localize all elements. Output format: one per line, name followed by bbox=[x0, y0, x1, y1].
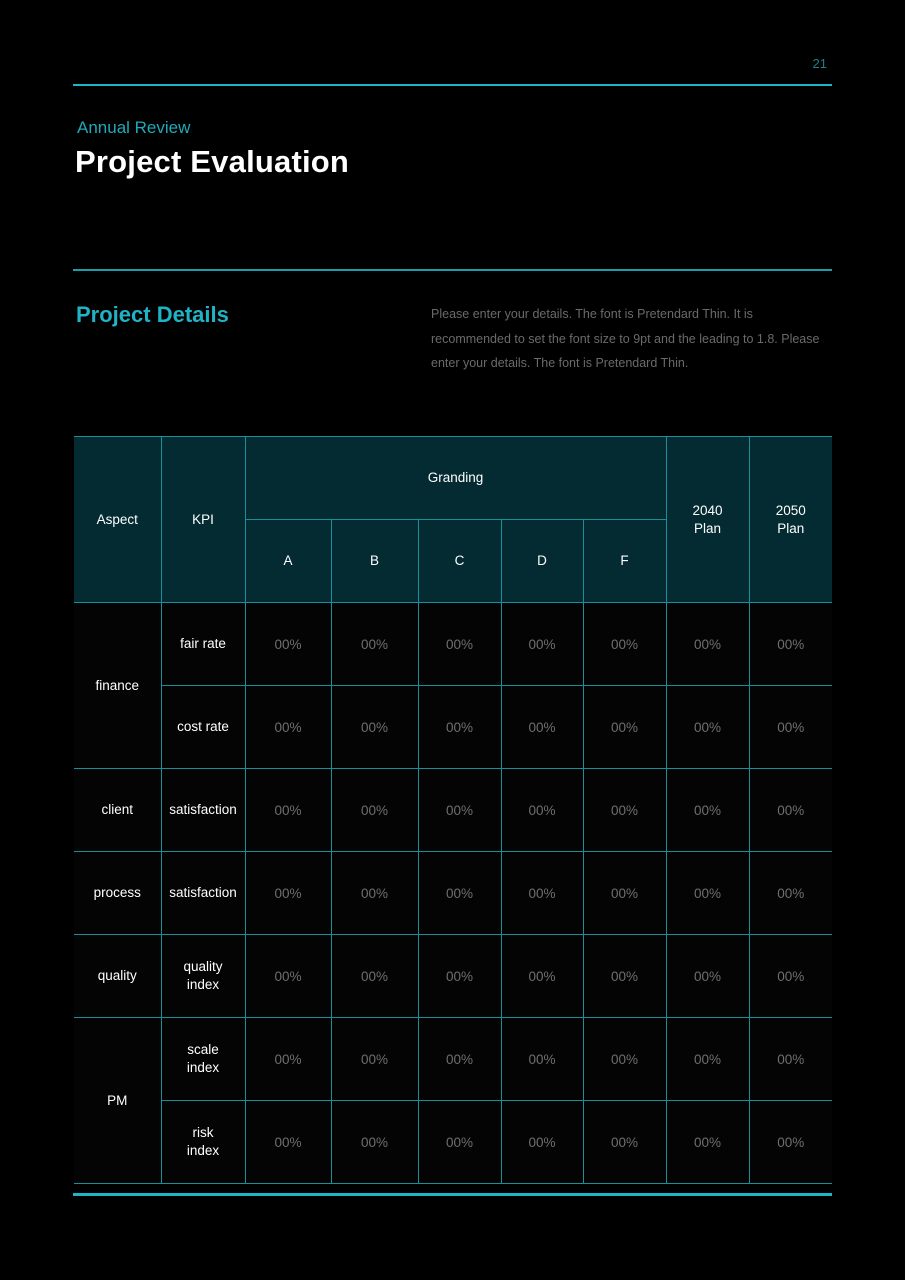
page-subtitle: Annual Review bbox=[77, 118, 191, 137]
page-title: Project Evaluation bbox=[75, 144, 350, 179]
kpi-cell: satisfaction bbox=[161, 769, 245, 852]
value-cell: 00% bbox=[501, 1018, 583, 1101]
value-cell: 00% bbox=[749, 852, 832, 935]
value-cell: 00% bbox=[666, 935, 749, 1018]
section-title: Project Details bbox=[76, 302, 229, 327]
value-cell: 00% bbox=[501, 603, 583, 686]
header-plan-2050: 2050 Plan bbox=[749, 437, 832, 603]
value-cell: 00% bbox=[418, 686, 501, 769]
value-cell: 00% bbox=[418, 935, 501, 1018]
value-cell: 00% bbox=[749, 1018, 832, 1101]
value-cell: 00% bbox=[583, 1101, 666, 1184]
value-cell: 00% bbox=[666, 769, 749, 852]
header-plan-2040: 2040 Plan bbox=[666, 437, 749, 603]
header-grade-c: C bbox=[418, 520, 501, 603]
value-cell: 00% bbox=[245, 686, 331, 769]
table-row bbox=[74, 935, 832, 1018]
table-row bbox=[74, 1018, 832, 1101]
value-cell: 00% bbox=[666, 1101, 749, 1184]
value-cell: 00% bbox=[331, 769, 418, 852]
value-cell: 00% bbox=[749, 1101, 832, 1184]
value-cell: 00% bbox=[245, 603, 331, 686]
value-cell: 00% bbox=[331, 1018, 418, 1101]
value-cell: 00% bbox=[418, 1018, 501, 1101]
value-cell: 00% bbox=[666, 1018, 749, 1101]
evaluation-table bbox=[74, 436, 832, 1184]
header-aspect: Aspect bbox=[74, 437, 161, 603]
value-cell: 00% bbox=[418, 1101, 501, 1184]
aspect-cell: process bbox=[74, 852, 161, 935]
value-cell: 00% bbox=[245, 852, 331, 935]
table-row bbox=[74, 1101, 832, 1184]
table-row bbox=[74, 603, 832, 686]
value-cell: 00% bbox=[749, 935, 832, 1018]
header-grade-d: D bbox=[501, 520, 583, 603]
top-divider bbox=[73, 84, 832, 86]
header-grade-b: B bbox=[331, 520, 418, 603]
kpi-cell: cost rate bbox=[161, 686, 245, 769]
value-cell: 00% bbox=[749, 603, 832, 686]
value-cell: 00% bbox=[245, 1101, 331, 1184]
kpi-cell: risk index bbox=[161, 1101, 245, 1184]
value-cell: 00% bbox=[418, 769, 501, 852]
value-cell: 00% bbox=[501, 686, 583, 769]
kpi-cell: quality index bbox=[161, 935, 245, 1018]
kpi-cell: satisfaction bbox=[161, 852, 245, 935]
value-cell: 00% bbox=[501, 935, 583, 1018]
header-grade-a: A bbox=[245, 520, 331, 603]
section-divider bbox=[73, 269, 832, 271]
table-row bbox=[74, 686, 832, 769]
value-cell: 00% bbox=[749, 686, 832, 769]
kpi-cell: scale index bbox=[161, 1018, 245, 1101]
value-cell: 00% bbox=[418, 852, 501, 935]
value-cell: 00% bbox=[501, 1101, 583, 1184]
aspect-cell: finance bbox=[74, 603, 161, 769]
value-cell: 00% bbox=[666, 603, 749, 686]
value-cell: 00% bbox=[331, 935, 418, 1018]
value-cell: 00% bbox=[418, 603, 501, 686]
value-cell: 00% bbox=[583, 1018, 666, 1101]
evaluation-table-container bbox=[74, 436, 832, 1184]
value-cell: 00% bbox=[583, 603, 666, 686]
value-cell: 00% bbox=[583, 935, 666, 1018]
table-row bbox=[74, 769, 832, 852]
bottom-divider bbox=[73, 1193, 832, 1196]
aspect-cell: client bbox=[74, 769, 161, 852]
header-grade-f: F bbox=[583, 520, 666, 603]
aspect-cell: PM bbox=[74, 1018, 161, 1184]
value-cell: 00% bbox=[245, 935, 331, 1018]
header-kpi: KPI bbox=[161, 437, 245, 603]
value-cell: 00% bbox=[245, 1018, 331, 1101]
value-cell: 00% bbox=[331, 852, 418, 935]
aspect-cell: quality bbox=[74, 935, 161, 1018]
page-number: 21 bbox=[812, 56, 827, 71]
value-cell: 00% bbox=[501, 852, 583, 935]
header-grading: Granding bbox=[245, 437, 666, 520]
value-cell: 00% bbox=[583, 686, 666, 769]
section-description: Please enter your details. The font is Pretendard Thin. It is recommended to set the font size to 9pt and the leading to 1.8. Please enter your details. The font is Pretendard Thin. bbox=[431, 307, 820, 370]
value-cell: 00% bbox=[583, 852, 666, 935]
value-cell: 00% bbox=[331, 603, 418, 686]
value-cell: 00% bbox=[749, 769, 832, 852]
value-cell: 00% bbox=[331, 1101, 418, 1184]
value-cell: 00% bbox=[583, 769, 666, 852]
value-cell: 00% bbox=[666, 852, 749, 935]
value-cell: 00% bbox=[331, 686, 418, 769]
value-cell: 00% bbox=[245, 769, 331, 852]
kpi-cell: fair rate bbox=[161, 603, 245, 686]
value-cell: 00% bbox=[501, 769, 583, 852]
table-row bbox=[74, 852, 832, 935]
value-cell: 00% bbox=[666, 686, 749, 769]
